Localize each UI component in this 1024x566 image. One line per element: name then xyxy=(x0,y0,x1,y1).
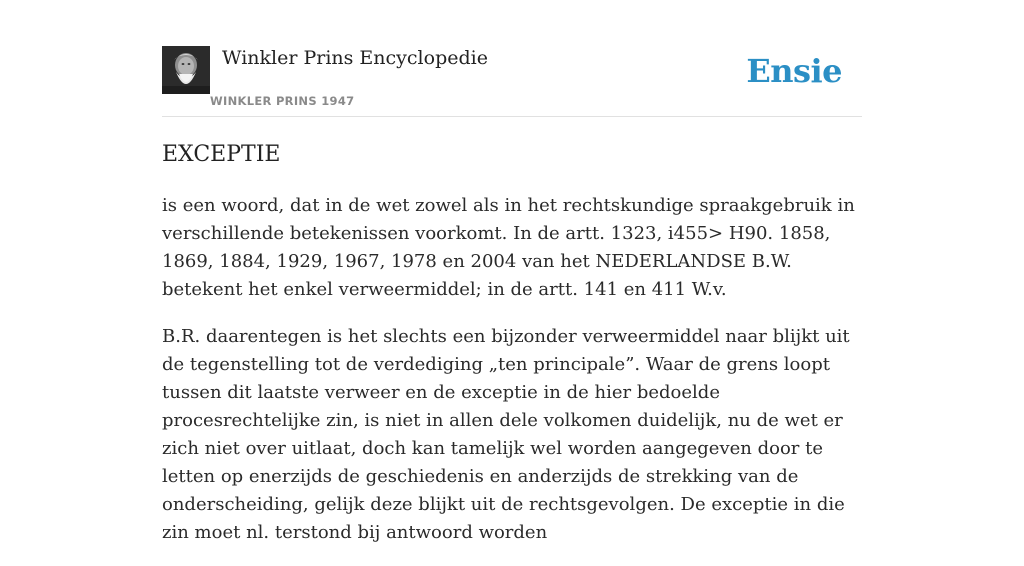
source-header xyxy=(162,46,862,117)
entry-paragraph: is een woord, dat in de wet zowel als in het rechtskundige spraakgebruik in verschillende betekenissen voorkomt. In de artt. 1323, i455> H90. 1858, 1869, 1884, 1929, 1967, 1978 en 2004 van het NEDERLANDSE B.W. betekent het enkel verweermiddel; in de artt. 141 en 411 W.v. xyxy=(162,195,855,300)
source-title[interactable]: Winkler Prins Encyclopedie xyxy=(222,47,488,69)
author-avatar-icon[interactable] xyxy=(162,46,210,94)
entry-headword: EXCEPTIE xyxy=(162,142,281,167)
source-subtitle: WINKLER PRINS 1947 xyxy=(210,94,355,108)
entry-body xyxy=(162,192,862,566)
entry-paragraph: B.R. daarentegen is het slechts een bijzonder verweermiddel naar blijkt uit de tegenstelling tot de verdediging „ten principale”. Waar de grens loopt tussen dit laatste verweer en de exceptie in de hier bedoelde procesrechtelijke zin, is niet in allen dele volkomen duidelijk, nu de wet er zich niet over uitlaat, doch kan tamelijk wel worden aangegeven door te letten op enerzijds de geschiedenis en anderzijds de strekking van de onderscheiding, gelijk deze blijkt uit de rechtsgevolgen. De exceptie in die zin moet nl. terstond bij antwoord worden xyxy=(162,326,850,543)
ensie-logo-link[interactable]: Ensie xyxy=(746,52,842,90)
